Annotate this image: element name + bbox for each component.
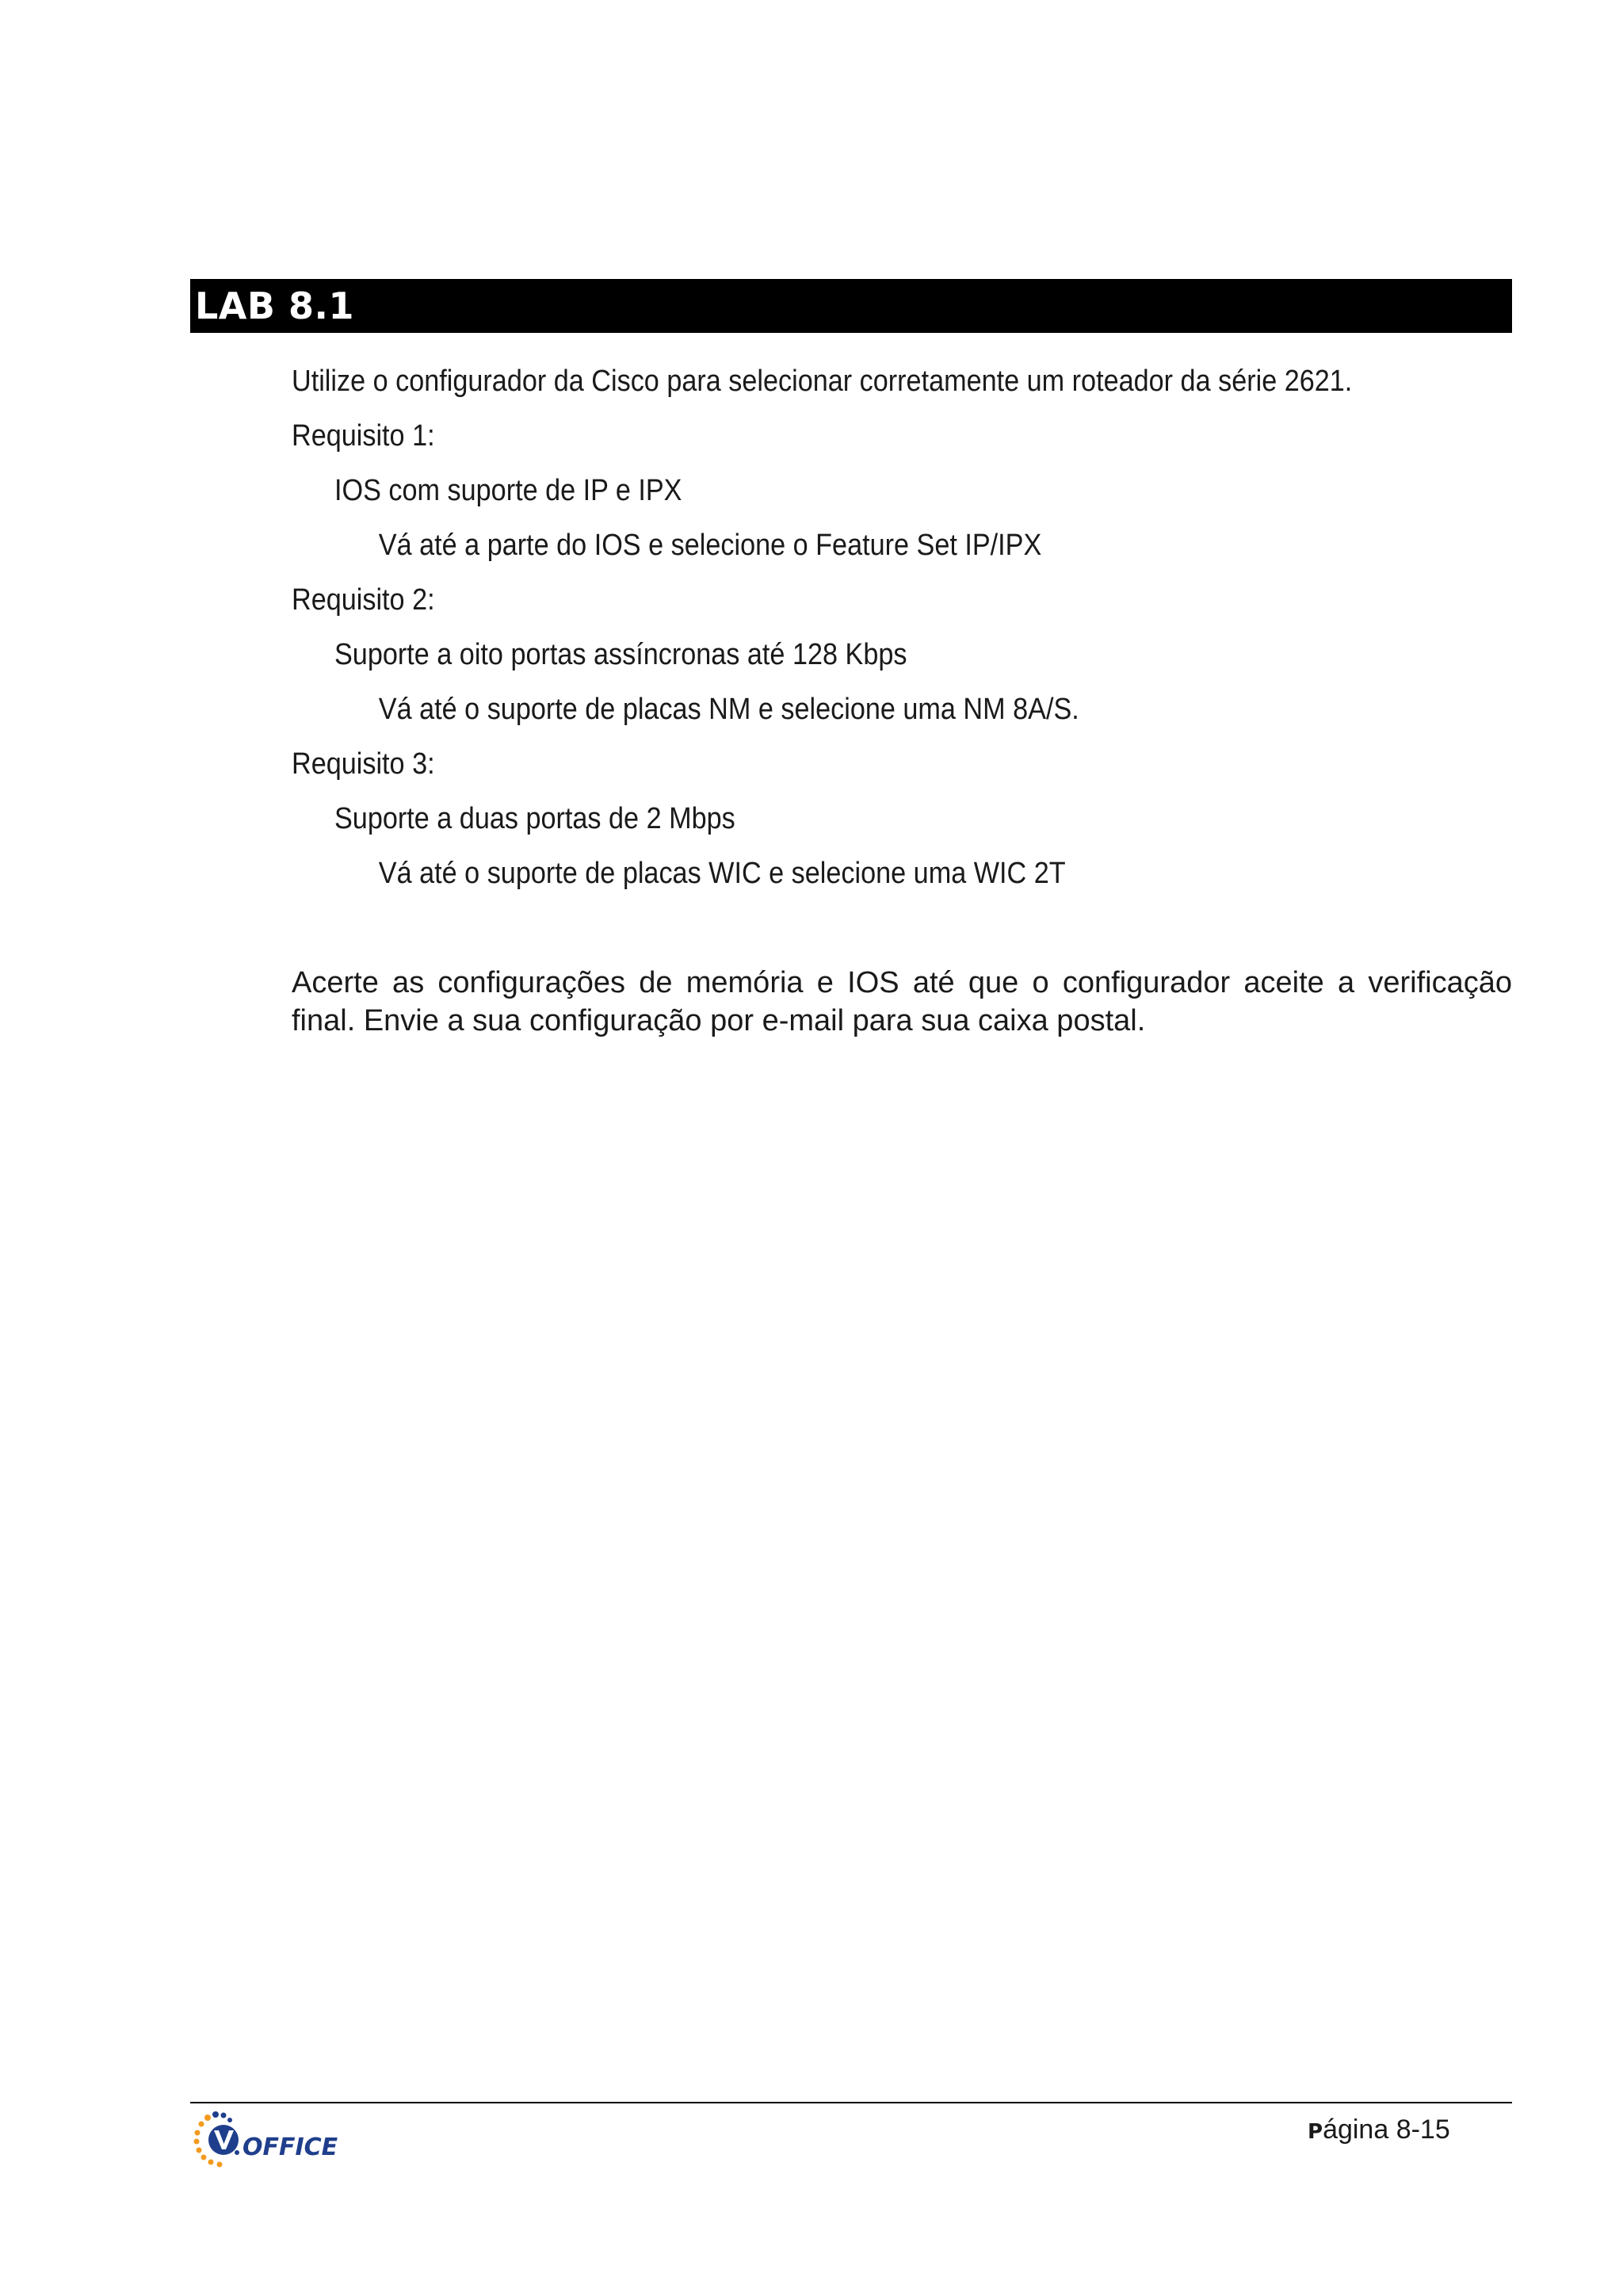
requirement-2-action: Vá até o suporte de placas NM e selecione uma NM 8A/S.	[378, 693, 1079, 726]
requirement-3-action: Vá até o suporte de placas WIC e selecione uma WIC 2T	[378, 857, 1066, 890]
requirement-2-label: Requisito 2:	[292, 583, 435, 617]
lab-header-bar	[190, 279, 1512, 333]
requirement-3-label: Requisito 3:	[292, 747, 435, 781]
logo-wordmark	[242, 2134, 338, 2161]
page-number	[1308, 2115, 1450, 2145]
lab-instructions	[292, 365, 1512, 911]
page-number-prefix: P	[1308, 2120, 1323, 2144]
requirement-3-description: Suporte a duas portas de 2 Mbps	[334, 802, 735, 835]
requirement-1-label: Requisito 1:	[292, 419, 435, 453]
svg-text:OFFICE: OFFICE	[242, 2134, 338, 2161]
intro-text: Utilize o configurador da Cisco para selecionar corretamente um roteador da série 2621.	[292, 365, 1353, 398]
voffice-logo	[192, 2108, 358, 2187]
requirement-1-description: IOS com suporte de IP e IPX	[334, 474, 682, 507]
closing-paragraph: Acerte as configurações de memória e IOS até que o configurador aceite a verificação final. Envie a sua configuração por e-mail para sua caixa postal.	[292, 966, 1512, 1038]
page-number-label: ágina 8-15	[1323, 2115, 1450, 2145]
voffice-logo-icon	[192, 2108, 358, 2187]
footer-divider	[190, 2102, 1512, 2103]
lab-title: LAB 8.1	[195, 285, 354, 327]
requirement-2-description: Suporte a oito portas assíncronas até 128 Kbps	[334, 638, 907, 671]
requirement-1-action: Vá até a parte do IOS e selecione o Feature Set IP/IPX	[378, 529, 1042, 562]
